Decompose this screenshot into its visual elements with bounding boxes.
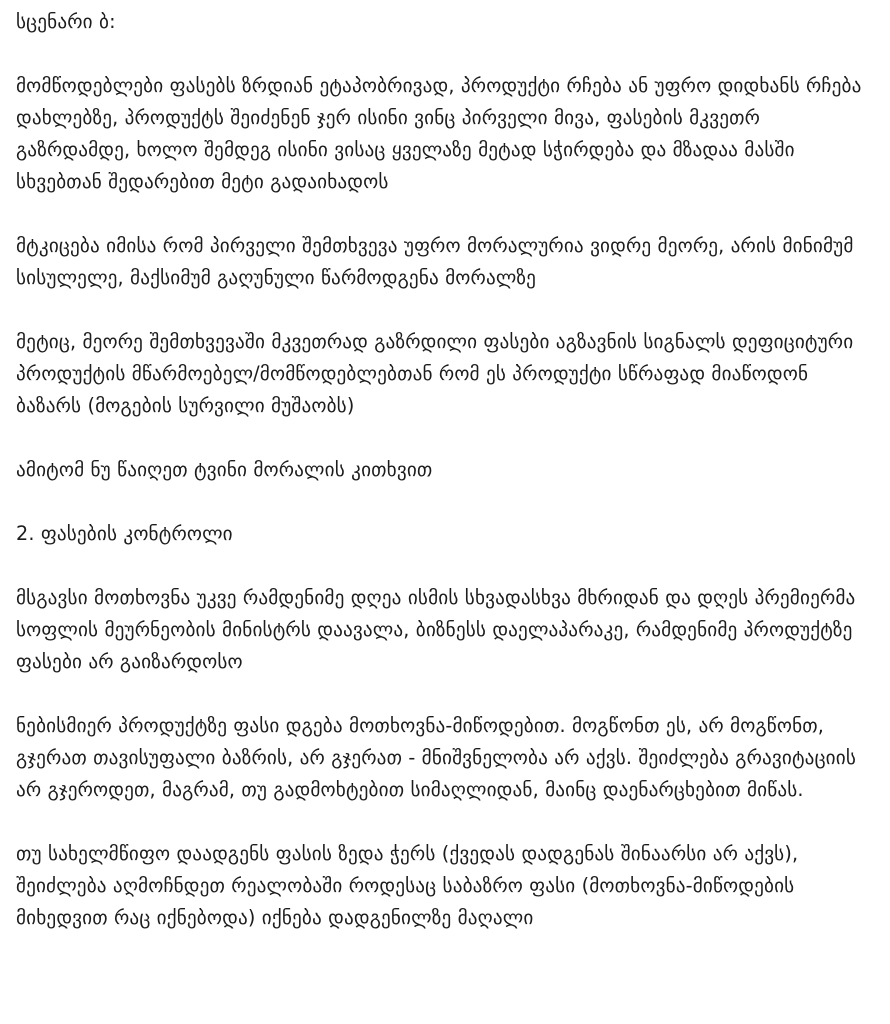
paragraph-conclusion: ამიტომ ნუ წაიღეთ ტვინი მორალის კითხვით [16,458,433,481]
paragraph-suppliers-raise-prices: მომწოდებლები ფასებს ზრდიან ეტაპობრივად, პროდუქტი რჩება ან უფრო დიდხანს რჩება დახლებზე, პროდუქტს შეიძენენ ჯერ ისინი ვინც პირველი მივა, ფასების მკვეთრ გაზრდამდე, ხოლო შემდეგ ისინი ვისაც ყველაზე მეტად სჭირდება და მზადაა მასში სხვებთან შედარებით მეტი გადაიხადოს [16,74,862,193]
paragraph-premier-request: მსგავსი მოთხოვნა უკვე რამდენიმე დღეა ისმის სხვადასხვა მხრიდან და დღეს პრემიერმა სოფლის მეურნეობის მინისტრს დაავალა, ბიზნესს დაელაპარაკე, რამდენიმე პროდუქტზე ფასები არ გაიზარდოსო [16,586,856,673]
paragraph-price-ceiling: თუ სახელმწიფო დაადგენს ფასის ზედა ჭერს (ქვედას დადგენას შინაარსი არ აქვს), შეიძლება აღმოჩნდეთ რეალობაში როდესაც საბაზრო ფასი (მოთხოვნა-მიწოდების მიხედვით რაც იქნებოდა) იქნება დადგენილზე მაღალი [16,842,799,929]
paragraph-morality-claim: მტკიცება იმისა რომ პირველი შემთხვევა უფრო მორალურია ვიდრე მეორე, არის მინიმუმ სისულელე, მაქსიმუმ გაღუნული წარმოდგენა მორალზე [16,234,854,289]
paragraph-price-signal: მეტიც, მეორე შემთხვევაში მკვეთრად გაზრდილი ფასები აგზავნის სიგნალს დეფიციტური პროდუქტის მწარმოებელ/მომწოდებლებთან რომ ეს პროდუქტი სწრაფად მიაწოდონ ბაზარს (მოგების სურვილი მუშაობს) [16,330,854,417]
section-heading-price-control: 2. ფასების კონტროლი [16,522,233,545]
scenario-b-heading: სცენარი ბ: [16,10,116,33]
paragraph-supply-demand: ნებისმიერ პროდუქტზე ფასი დგება მოთხოვნა-მიწოდებით. მოგწონთ ეს, არ მოგწონთ, გჯერათ თავისუფალი ბაზრის, არ გჯერათ - მნიშვნელობა არ აქვს. შეიძლება გრავიტაციის არ გჯეროდეთ, მაგრამ, თუ გადმოხტებით სიმაღლიდან, მაინც დაენარცხებით მიწას. [16,714,857,801]
